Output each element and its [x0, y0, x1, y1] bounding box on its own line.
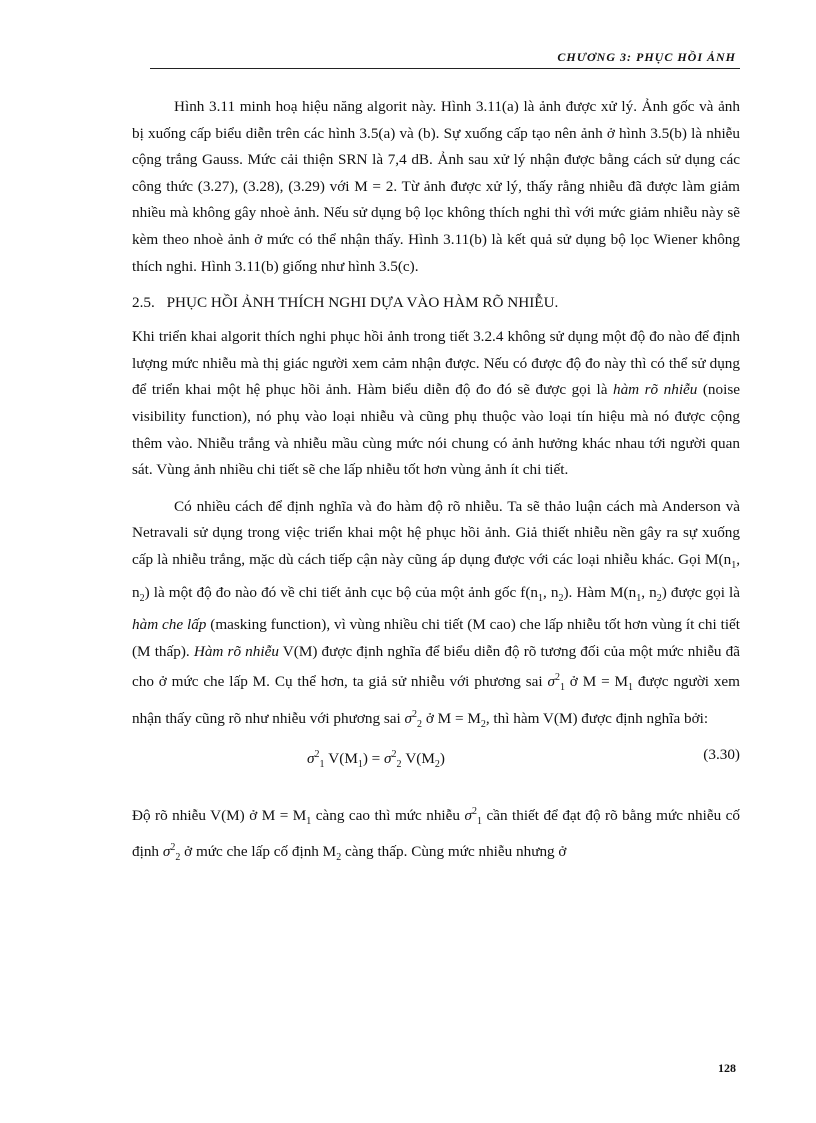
paragraph-4: Độ rõ nhiễu V(M) ở $M = M_1$ càng cao thì mức nhiễu $\sigma^2_1$ cần thiết để đạt độ rõ bằng mức nhiễu cố định $\sigma^2_2$ ở mức che lấp cố định $M_2$ càng thấp. Cùng mức nhiễu nhưng ở	[132, 805, 741, 864]
chapter-title: CHƯƠNG 3: PHỤC HỒI ẢNH	[557, 50, 736, 64]
page-header	[150, 48, 740, 69]
section-heading	[132, 290, 740, 316]
term-visibility-function: Hàm rõ nhiễu	[193, 642, 279, 660]
paragraph-3: Có nhiều cách để định nghĩa và đo hàm độ rõ nhiễu. Ta sẽ thảo luận cách mà Anderson và Netravali sử dụng trong việc triển khai một hệ phục hồi ảnh. Giả thiết nhiễu nền gây ra sự xuống cấp là nhiễu trắng, mặc dù cách tiếp cận này cũng áp dụng được với các loại nhiễu khác. Gọi $M(n_1$, $n_2$) là một độ đo nào đó về chi tiết ảnh cục bộ của một ảnh gốc $f(n_1$, $n_2$). Hàm $M(n_1$, $n_2$) được gọi là hàm che lấp (masking function), vì vùng nhiều chi tiết (M cao) che lấp nhiễu tốt hơn vùng ít chi tiết (M thấp). Hàm rõ nhiễu V(M) được định nghĩa để biểu diễn độ rõ tương đối của một mức nhiễu đã cho ở mức che lấp M. Cụ thể hơn, ta giả sử nhiễu với phương sai $\sigma^2_1$ ở $M = M_1$ được người xem nhận thấy cũng rõ như nhiễu với phương sai $\sigma^2_2$ ở $M = M_2$, thì hàm V(M) được định nghĩa bởi:	[132, 497, 741, 731]
equation-body: $\sigma^2_1$ $V(M_1) = \sigma^2_2$ $V(M_2)$	[307, 748, 445, 770]
page-body	[132, 94, 740, 872]
section-title: PHỤC HỒI ẢNH THÍCH NGHI DỰA VÀO HÀM RÕ NHIỄU.	[166, 294, 559, 312]
equation-number: (3.30)	[703, 745, 740, 763]
paragraph-1: Hình 3.11 minh hoạ hiệu năng algorit này. Hình 3.11(a) là ảnh được xử lý. Ảnh gốc và ảnh bị xuống cấp biểu diễn trên các hình 3.5(a) và (b). Sự xuống cấp tạo nên ảnh ở hình 3.5(b) là nhiễu cộng trắng Gauss. Mức cải thiện SRN là 7,4 dB. Ảnh sau xử lý nhận được bằng cách sử dụng các công thức (3.27), (3.28), (3.29) với M = 2. Từ ảnh được xử lý, thấy rằng nhiễu đã được làm giảm nhiều mà không gây nhoè ảnh. Nếu sử dụng bộ lọc không thích nghi thì với mức giảm nhiễu này sẽ kèm theo nhoè ảnh ở mức có thể nhận thấy. Hình 3.11(b) là kết quả sử dụng bộ lọc Wiener không thích nghi. Hình 3.11(b) giống như hình 3.5(c).	[132, 98, 740, 275]
paragraph-2: Khi triển khai algorit thích nghi phục hồi ảnh trong tiết 3.2.4 không sử dụng một độ đo nào để định lượng mức nhiễu mà thị giác người xem cảm nhận được. Nếu có được độ đo này thì có thể sử dụng để triển khai một hệ phục hồi ảnh. Hàm biểu diễn độ đo đó sẽ được gọi là hàm rõ nhiễu (noise visibility function), nó phụ vào loại nhiễu và cũng phụ thuộc vào loại tín hiệu mà nó được cộng thêm vào. Nhiễu trắng và nhiễu mầu cùng mức nói chung có ảnh hưởng khác nhau tới người quan sát. Vùng ảnh nhiều chi tiết sẽ che lấp nhiễu tốt hơn vùng ảnh ít chi tiết.	[132, 328, 740, 479]
term-masking-function: hàm che lấp	[132, 616, 207, 634]
page-number: 128	[718, 1061, 736, 1075]
equation-3-30	[132, 741, 740, 769]
term-noise-visibility: hàm rõ nhiễu	[612, 381, 698, 399]
section-number: 2.5.	[132, 294, 155, 312]
